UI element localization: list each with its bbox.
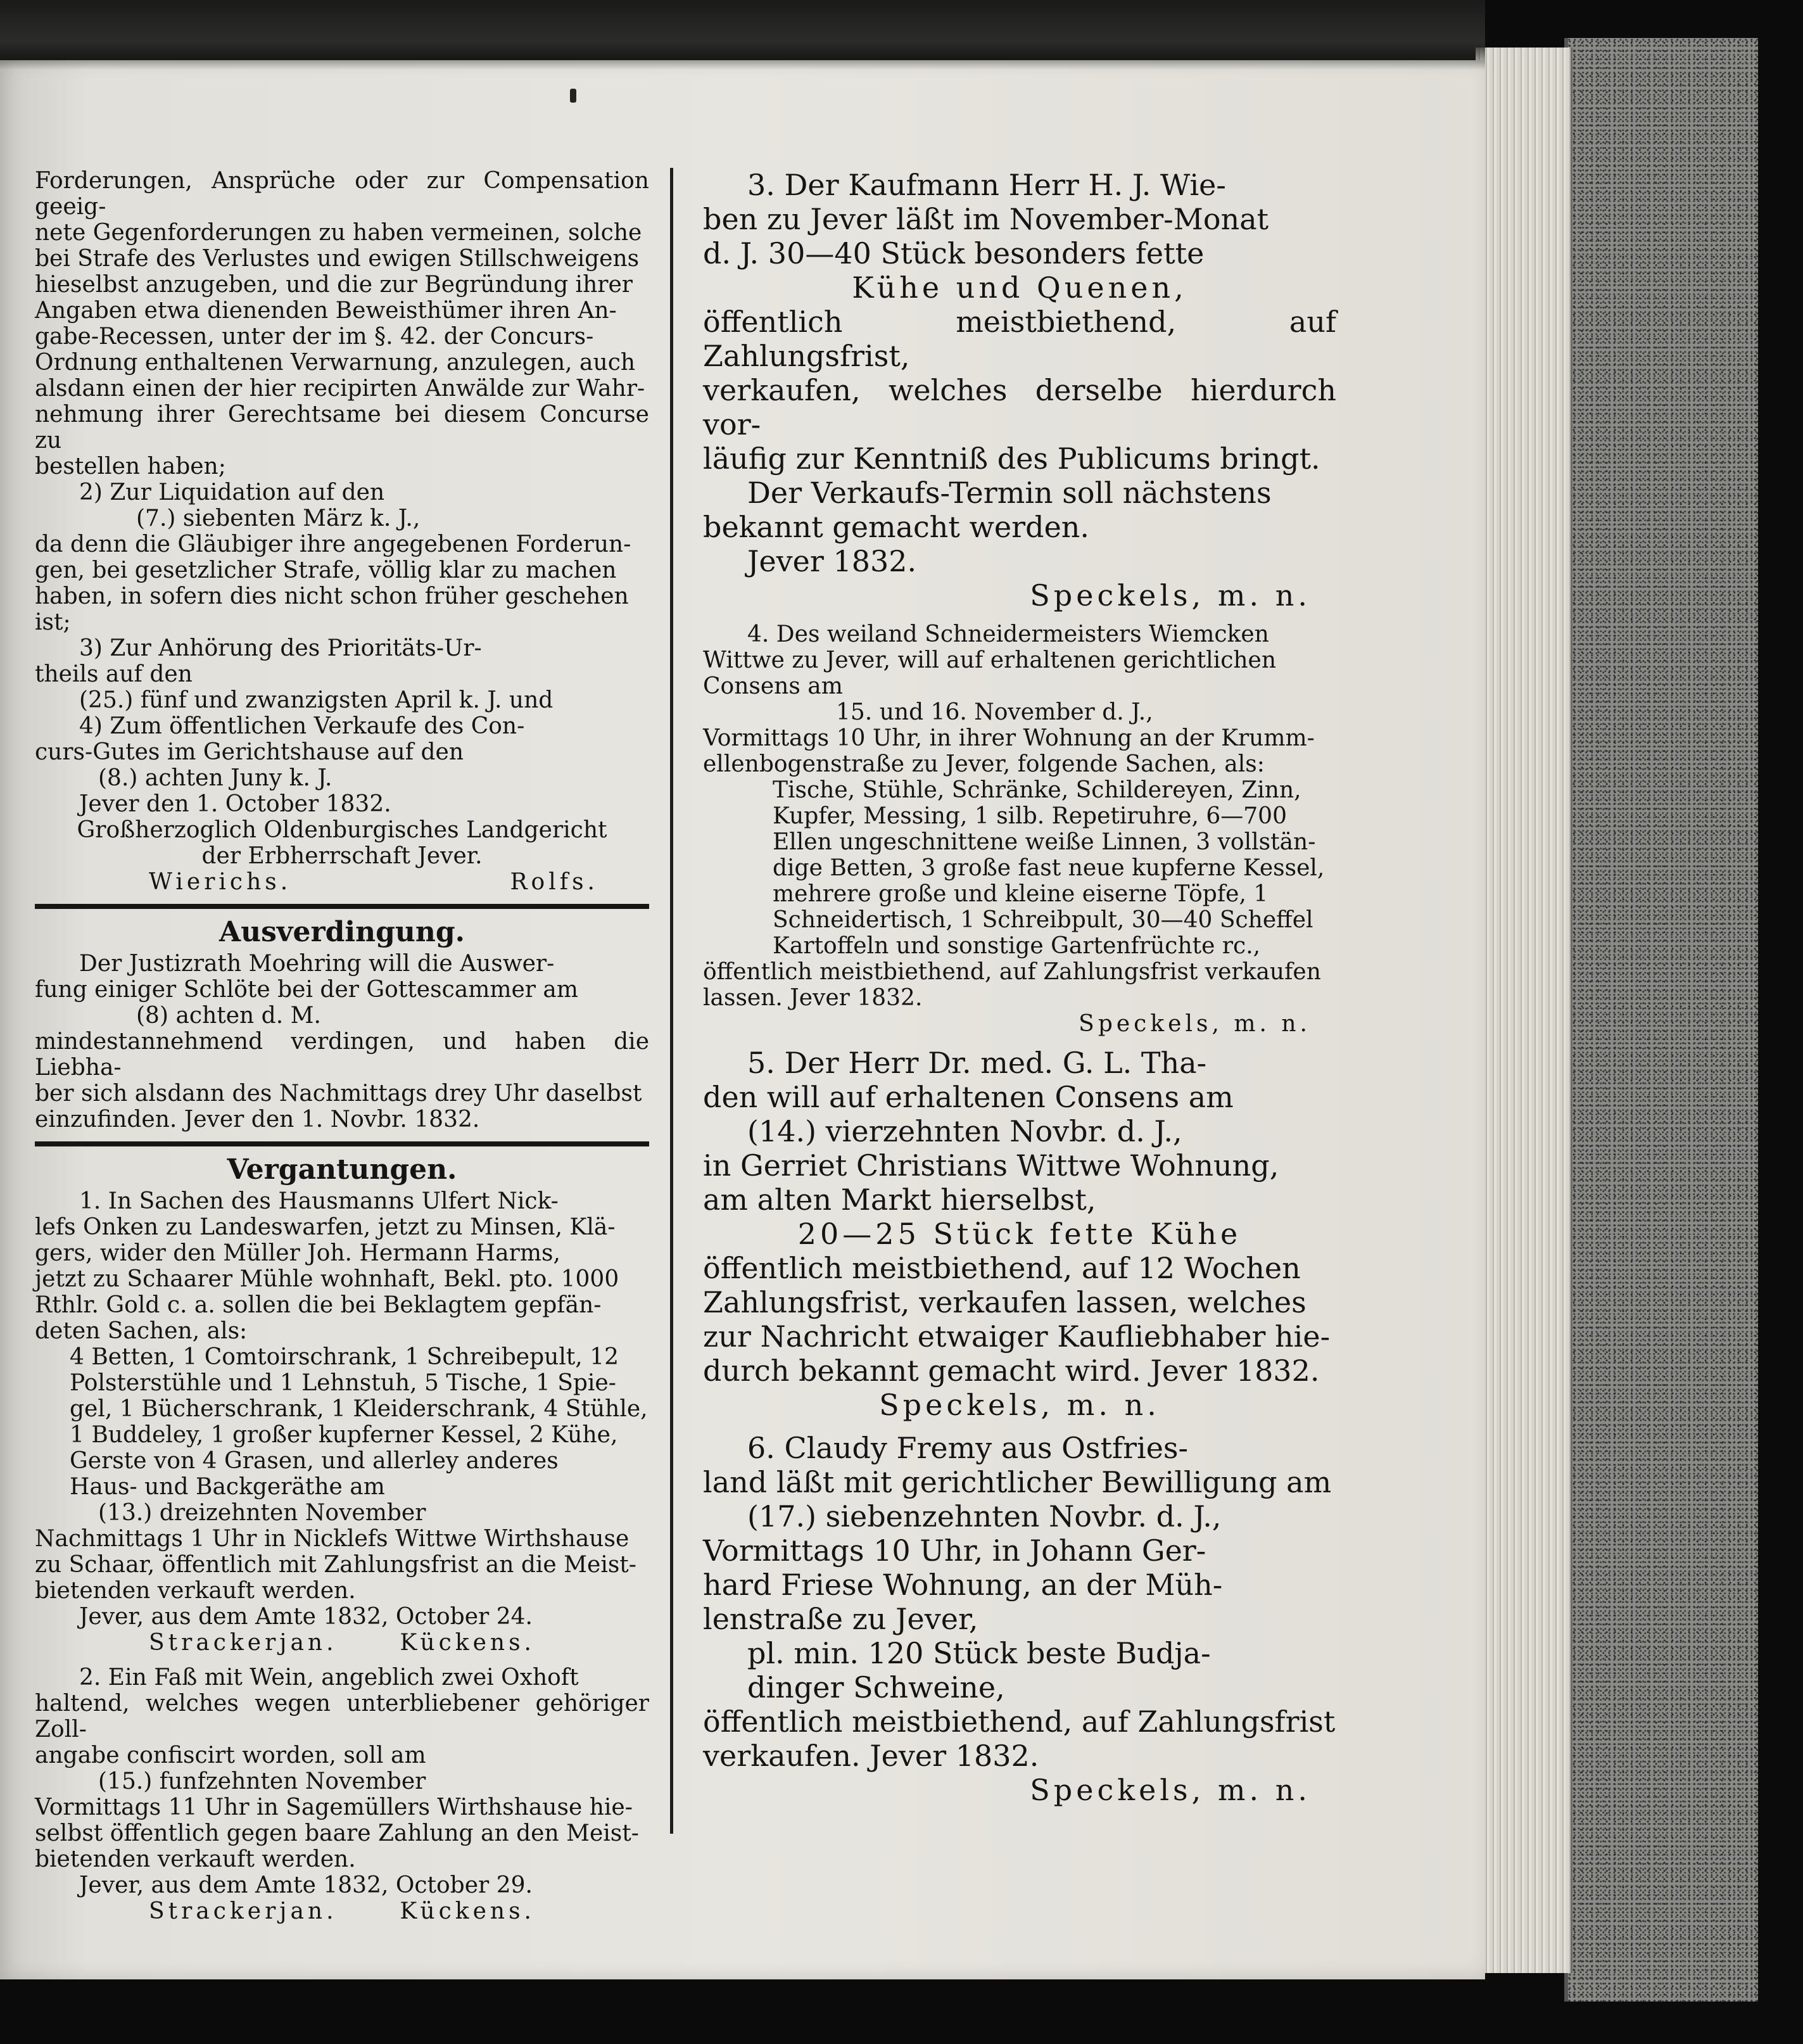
text-line: curs-Gutes im Gerichtshause auf den [35, 739, 464, 765]
text-line: Zahlungsfrist, verkaufen lassen, welches [703, 1285, 1306, 1319]
date-line: (25.) fünf und zwanzigsten April k. J. und [79, 687, 554, 713]
section-rule [35, 904, 649, 909]
text-line: Wittwe zu Jever, will auf erhaltenen gerichtlichen [703, 647, 1277, 673]
list-item: Tische, Stühle, Schränke, Schildereyen, Zinn, [773, 777, 1301, 803]
item-list [35, 1344, 649, 1500]
list-item: gel, 1 Bücherschrank, 1 Kleiderschrank, 4 Stühle, [70, 1396, 648, 1422]
text-line: da denn die Gläubiger ihre angegebenen Forderun- [35, 531, 631, 557]
text-line: Ordnung enthaltenen Verwarnung, anzulegen, auch [35, 350, 636, 376]
text-line: pl. min. 120 Stück beste Budja- [747, 1636, 1211, 1670]
page-edges [1476, 48, 1572, 1973]
text-line: hieselbst anzugeben, und die zur Begründung ihrer [35, 272, 633, 298]
list-item: Polsterstühle und 1 Lehnstuh, 5 Tische, 1 Spie- [70, 1370, 616, 1396]
signature: Strackerjan. [149, 1630, 338, 1656]
text-line: d. J. 30—40 Stück besonders fette [703, 236, 1205, 270]
vergantungen-notice [35, 1152, 649, 1924]
notice-3 [703, 168, 1336, 613]
text-line: Der Verkaufs-Termin soll nächstens [747, 476, 1272, 510]
text-line: Rthlr. Gold c. a. sollen die bei Beklagtem gepfän- [35, 1292, 602, 1318]
text-line: am alten Markt hierselbst, [703, 1183, 1096, 1217]
text-line: durch bekannt gemacht wird. Jever 1832. [703, 1354, 1320, 1388]
text-line: alsdann einen der hier recipirten Anwälde zur Wahr- [35, 376, 645, 402]
text-line: 5. Der Herr Dr. med. G. L. Tha- [747, 1046, 1207, 1080]
text-line: 4. Des weiland Schneidermeisters Wiemcken [747, 621, 1269, 647]
signature: Kückens. [400, 1630, 535, 1656]
court-name: Großherzoglich Oldenburgisches Landgericht [77, 817, 607, 843]
text-line: verkaufen. Jever 1832. [703, 1739, 1039, 1773]
section-heading: Ausverdingung. [219, 916, 465, 948]
signature: Speckels, m. n. [1030, 1773, 1311, 1807]
item-list [703, 777, 1336, 959]
text-line: 3) Zur Anhörung des Prioritäts-Ur- [79, 635, 482, 661]
text-line: haltend, welches wegen unterbliebener gehöriger Zoll- [35, 1691, 649, 1742]
text-line: Vormittags 10 Uhr, in Johann Ger- [703, 1533, 1206, 1568]
list-item: Schneidertisch, 1 Schreibpult, 30—40 Scheffel [773, 907, 1313, 933]
list-item: Kupfer, Messing, 1 silb. Repetiruhre, 6—700 [773, 803, 1287, 829]
text-line: zur Nachricht etwaiger Kaufliebhaber hie- [703, 1319, 1331, 1354]
notice-5 [703, 1046, 1336, 1422]
text-line: ellenbogenstraße zu Jever, folgende Sachen, als: [703, 751, 1265, 777]
text-line: in Gerriet Christians Wittwe Wohnung, [703, 1148, 1279, 1183]
notice-6 [703, 1431, 1336, 1807]
text-line: Kühe und Quenen, [852, 270, 1187, 305]
text-line: öffentlich meistbiethend, auf Zahlungsfrist verkaufen [703, 959, 1321, 985]
text-line: dinger Schweine, [747, 1670, 1005, 1704]
text-line: ber sich alsdann des Nachmittags drey Uhr daselbst [35, 1081, 642, 1107]
text-line: 20—25 Stück fette Kühe [797, 1217, 1242, 1251]
text-line: Nachmittags 1 Uhr in Nicklefs Wittwe Wirthshause [35, 1526, 629, 1552]
text-line: theils auf den [35, 661, 193, 687]
top-shadow [0, 0, 1485, 70]
text-line: 2. Ein Faß mit Wein, angeblich zwei Oxhoft [79, 1665, 579, 1691]
text-line: gers, wider den Müller Joh. Hermann Harms, [35, 1240, 560, 1266]
text-line: bekannt gemacht werden. [703, 510, 1090, 544]
text-line: Forderungen, Ansprüche oder zur Compensation geeig- [35, 168, 649, 220]
dateline: Jever, aus dem Amte 1832, October 29. [79, 1872, 533, 1898]
dateline: Jever, aus dem Amte 1832, October 24. [79, 1604, 533, 1630]
text-line: bei Strafe des Verlustes und ewigen Stillschweigens [35, 246, 640, 272]
date-line: (8) achten d. M. [136, 1003, 321, 1029]
ausverdingung-notice [35, 914, 649, 1133]
left-column [35, 168, 649, 1924]
date-line: (8.) achten Juny k. J. [98, 765, 332, 791]
text-line: Angaben etwa dienenden Beweisthümer ihren An- [35, 298, 617, 324]
text-line: hard Friese Wohnung, an der Müh- [703, 1568, 1223, 1602]
text-line: läufig zur Kenntniß des Publicums bringt. [703, 441, 1320, 476]
list-item: Haus- und Backgeräthe am [70, 1474, 385, 1500]
text-line: angabe confiscirt worden, soll am [35, 1742, 426, 1768]
text-line: deten Sachen, als: [35, 1318, 248, 1344]
text-line: lassen. Jever 1832. [703, 985, 923, 1011]
right-column [703, 168, 1336, 1807]
text-line: einzufinden. Jever den 1. Novbr. 1832. [35, 1107, 480, 1133]
list-item: Gerste von 4 Grasen, und allerley anderes [70, 1448, 559, 1474]
text-line: Vormittags 10 Uhr, in ihrer Wohnung an der Krumm- [703, 725, 1315, 751]
signature: Speckels, m. n. [1079, 1011, 1311, 1037]
list-item: Kartoffeln und sonstige Gartenfrüchte rc., [773, 933, 1261, 959]
signature: Wierichs. [149, 869, 292, 895]
text-line: gen, bei gesetzlicher Strafe, völlig klar zu machen [35, 557, 617, 583]
text-line: öffentlich meistbiethend, auf Zahlungsfrist [703, 1704, 1336, 1739]
dateline: Jever den 1. October 1832. [79, 791, 391, 817]
signature: Speckels, m. n. [1030, 578, 1311, 613]
text-line: jetzt zu Schaarer Mühle wohnhaft, Bekl. pto. 1000 [35, 1266, 619, 1292]
text-line: nehmung ihrer Gerechtsame bei diesem Concurse zu [35, 402, 649, 454]
list-item: mehrere große und kleine eiserne Töpfe, 1 [773, 881, 1268, 907]
text-line: lenstraße zu Jever, [703, 1602, 978, 1636]
court-name: der Erbherrschaft Jever. [201, 843, 483, 869]
text-line: gabe-Recessen, unter der im §. 42. der Concurs- [35, 324, 594, 350]
notice-4 [703, 621, 1336, 1037]
column-divider [670, 168, 673, 1834]
text-line: bestellen haben; [35, 454, 226, 479]
text-line: Der Justizrath Moehring will die Auswer- [79, 951, 555, 977]
section-rule [35, 1141, 649, 1146]
text-line: 4) Zum öffentlichen Verkaufe des Con- [79, 713, 525, 739]
list-item: dige Betten, 3 große fast neue kupferne Kessel, [773, 855, 1325, 881]
list-item: 4 Betten, 1 Comtoirschrank, 1 Schreibepult, 12 [70, 1344, 619, 1370]
signature: Speckels, m. n. [879, 1388, 1160, 1422]
text-line: land läßt mit gerichtlicher Bewilligung am [703, 1465, 1332, 1499]
text-line: 6. Claudy Fremy aus Ostfries- [747, 1431, 1189, 1465]
list-item: Ellen ungeschnittene weiße Linnen, 3 vollstän- [773, 829, 1316, 855]
text-line: Consens am [703, 673, 843, 699]
text-line: lefs Onken zu Landeswarfen, jetzt zu Minsen, Klä- [35, 1214, 616, 1240]
book-cover-board [1564, 38, 1758, 2002]
text-line: 1. In Sachen des Hausmanns Ulfert Nick- [79, 1188, 559, 1214]
text-line: selbst öffentlich gegen baare Zahlung an den Meist- [35, 1820, 639, 1846]
date-line: (7.) siebenten März k. J., [136, 505, 421, 531]
text-line: Vormittags 11 Uhr in Sagemüllers Wirthshause hie- [35, 1794, 633, 1820]
date-line: (13.) dreizehnten November [98, 1500, 426, 1526]
concurs-notice [35, 168, 649, 895]
text-line: mindestannehmend verdingen, und haben die Liebha- [35, 1029, 649, 1081]
text-line: bietenden verkauft werden. [35, 1578, 356, 1604]
dateline: Jever 1832. [747, 544, 917, 578]
date-line: (15.) funfzehnten November [98, 1768, 426, 1794]
text-line: den will auf erhaltenen Consens am [703, 1080, 1234, 1114]
signature: Rolfs. [510, 869, 598, 895]
text-line: verkaufen, welches derselbe hierdurch vor- [703, 373, 1336, 441]
signature: Kückens. [400, 1898, 535, 1924]
text-line: öffentlich meistbiethend, auf Zahlungsfrist, [703, 305, 1336, 373]
section-heading: Vergantungen. [227, 1153, 457, 1186]
text-line: fung einiger Schlöte bei der Gottescammer am [35, 977, 579, 1003]
date-line: (17.) siebenzehnten Novbr. d. J., [747, 1499, 1222, 1533]
text-line: ben zu Jever läßt im November-Monat [703, 202, 1269, 236]
signature: Strackerjan. [149, 1898, 338, 1924]
text-line: öffentlich meistbiethend, auf 12 Wochen [703, 1251, 1301, 1285]
text-line: zu Schaar, öffentlich mit Zahlungsfrist an die Meist- [35, 1552, 636, 1578]
date-line: 15. und 16. November d. J., [836, 699, 1153, 725]
page-mark [570, 89, 576, 103]
list-item: 1 Buddeley, 1 großer kupferner Kessel, 2 Kühe, [70, 1422, 618, 1448]
text-line: haben, in sofern dies nicht schon früher geschehen ist; [35, 583, 629, 635]
text-line: 2) Zur Liquidation auf den [79, 479, 385, 505]
date-line: (14.) vierzehnten Novbr. d. J., [747, 1114, 1182, 1148]
text-line: 3. Der Kaufmann Herr H. J. Wie- [747, 168, 1226, 202]
text-line: nete Gegenforderungen zu haben vermeinen, solche [35, 220, 642, 246]
text-line: bietenden verkauft werden. [35, 1846, 356, 1872]
